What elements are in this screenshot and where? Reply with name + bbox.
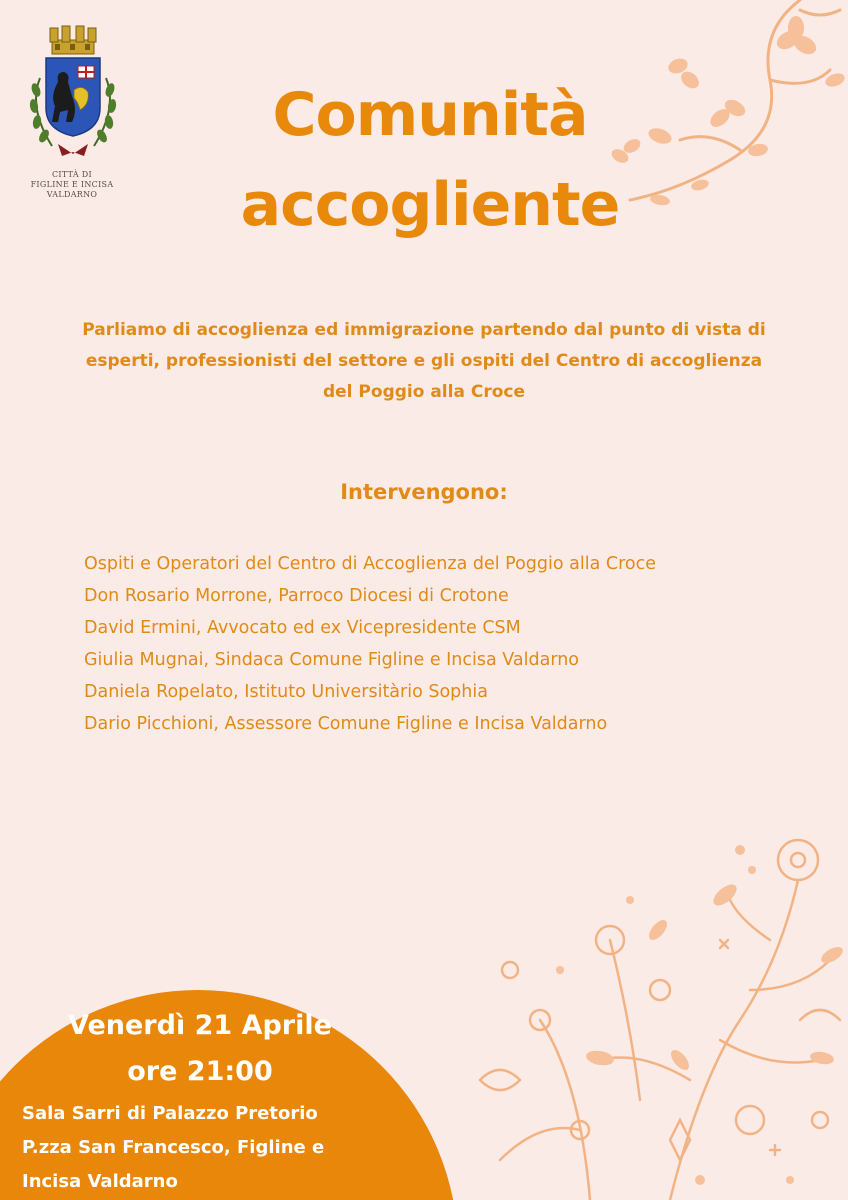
venue-line-3: Incisa Valdarno xyxy=(22,1171,178,1192)
title-line-1: Comunità xyxy=(272,80,588,150)
municipal-crest xyxy=(22,18,122,218)
title-line-2: accogliente xyxy=(240,170,620,240)
speakers-list xyxy=(84,548,764,740)
event-when xyxy=(0,1003,400,1095)
event-time: ore 21:00 xyxy=(127,1056,273,1087)
speaker-item: Daniela Ropelato, Istituto Universitàrio Sophia xyxy=(84,682,488,702)
venue-line-2: P.zza San Francesco, Figline e xyxy=(22,1137,325,1158)
event-date: Venerdì 21 Aprile xyxy=(68,1010,332,1041)
floral-bouquet-bottom-icon xyxy=(440,820,848,1200)
page-title xyxy=(140,70,720,250)
crest-caption xyxy=(22,170,122,200)
crest-caption-line-1: CITTÀ DI xyxy=(52,170,92,179)
speaker-item: Don Rosario Morrone, Parroco Diocesi di Crotone xyxy=(84,586,509,606)
crest-caption-line-2: FIGLINE E INCISA xyxy=(30,180,114,189)
event-venue xyxy=(22,1097,422,1199)
intro-paragraph: Parliamo di accoglienza ed immigrazione partendo dal punto di vista di esperti, professionisti del settore e gli ospiti del Centro di accoglienza del Poggio alla Croce xyxy=(82,320,766,402)
speaker-item: Dario Picchioni, Assessore Comune Figline e Incisa Valdarno xyxy=(84,714,608,734)
speakers-heading: Intervengono: xyxy=(340,480,508,504)
venue-line-1: Sala Sarri di Palazzo Pretorio xyxy=(22,1103,318,1124)
crest-caption-line-3: VALDARNO xyxy=(46,190,98,199)
speaker-item: David Ermini, Avvocato ed ex Vicepresidente CSM xyxy=(84,618,521,638)
speaker-item: Giulia Mugnai, Sindaca Comune Figline e Incisa Valdarno xyxy=(84,650,580,670)
crest-emblem-icon xyxy=(22,18,122,168)
speaker-item: Ospiti e Operatori del Centro di Accoglienza del Poggio alla Croce xyxy=(84,554,657,574)
